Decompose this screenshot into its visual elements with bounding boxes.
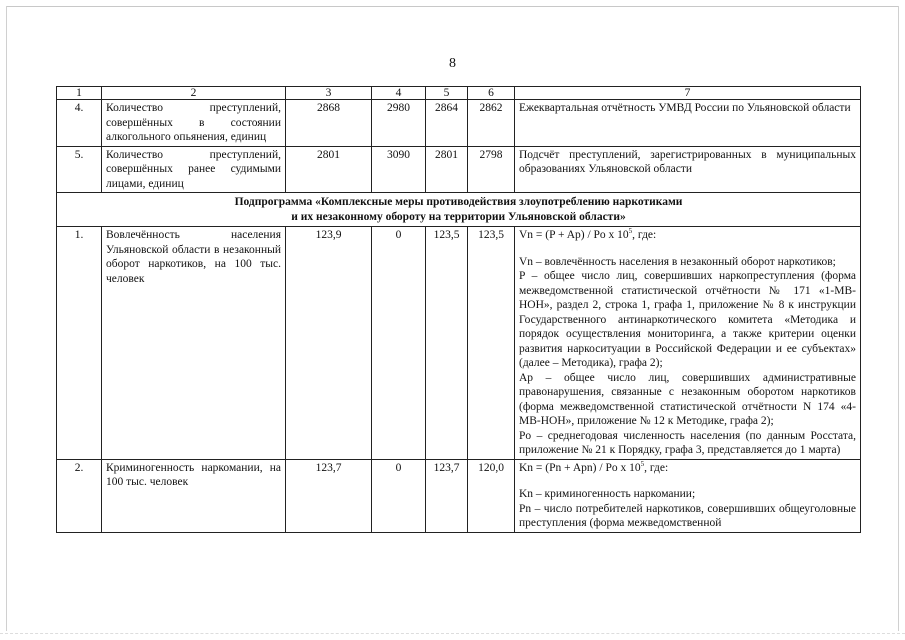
header-cell: 2 <box>102 87 286 100</box>
header-cell: 1 <box>57 87 102 100</box>
table-row <box>57 146 861 193</box>
value-col5: 2864 <box>426 100 468 147</box>
page-edge-right <box>898 6 899 631</box>
indicator-name: Криминогенность наркомании, на 100 тыс. человек <box>102 459 286 532</box>
subprogram-row <box>57 193 861 227</box>
page-edge-bottom <box>0 631 905 634</box>
table-header-row <box>57 87 861 100</box>
indicator-name: Количество преступлений, совершённых в состоянии алкогольного опьянения, единиц <box>102 100 286 147</box>
definition: Pn – число потребителей наркотиков, совершивших общеуголовные преступления (форма межведомственной <box>519 502 856 529</box>
method-description <box>515 227 861 460</box>
definition: Kn – криминогенность наркомании; <box>519 488 696 500</box>
definition: P – общее число лиц, совершивших наркопреступления (форма межведомственной статистической отчётности № 171 «1-МВ-НОН», раздел 2, строка 1, графа 1, приложение № 8 к инструкции Государственного антинаркотического комитета «Методика и порядок осуществления мониторинга, а также критерии оценки развития наркоситуации в Российской Федерации и ее субъектах» (далее – Методика), графа 2); <box>519 270 856 369</box>
spacer <box>519 243 856 255</box>
header-cell: 3 <box>286 87 372 100</box>
method-description: Подсчёт преступлений, зарегистрированных в муниципальных образованиях Ульяновской области <box>515 146 861 193</box>
value-col3: 123,9 <box>286 227 372 460</box>
subprogram-title-line1: Подпрограмма «Комплексные меры противодействия злоупотреблению наркотиками <box>234 196 683 208</box>
formula-tail: , где: <box>644 461 669 474</box>
row-number: 4. <box>57 100 102 147</box>
value-col6: 123,5 <box>468 227 515 460</box>
value-col3: 2801 <box>286 146 372 193</box>
definition: Vn – вовлечённость населения в незаконный оборот наркотиков; <box>519 255 836 268</box>
definition: Ap – общее число лиц, совершивших административные правонарушения, связанные с незаконным оборотом наркотиков (форма межведомственной статистической отчётности N 174 «4-МВ-НОН», приложение № 12 к Методике, графа 2); <box>519 371 856 427</box>
formula <box>519 228 856 243</box>
formula-main: Vn = (P + Ap) / Po x 10 <box>519 229 629 241</box>
table-row <box>57 100 861 147</box>
spacer <box>519 475 856 487</box>
table-row <box>57 459 861 532</box>
subprogram-title <box>57 193 861 227</box>
formula <box>519 461 856 476</box>
value-col4: 3090 <box>372 146 426 193</box>
value-col5: 123,7 <box>426 459 468 532</box>
value-col5: 123,5 <box>426 227 468 460</box>
formula-main: Kn = (Pn + Apn) / Po x 10 <box>519 461 641 474</box>
value-col3: 123,7 <box>286 459 372 532</box>
header-cell: 5 <box>426 87 468 100</box>
value-col4: 2980 <box>372 100 426 147</box>
row-number: 2. <box>57 459 102 532</box>
indicator-name: Количество преступлений, совершённых ранее судимыми лицами, единиц <box>102 146 286 193</box>
table-row <box>57 227 861 460</box>
definition: Po – среднегодовая численность населения (по данным Росстата, приложение № 21 к Порядку, графа 3, представляется до 1 марта) <box>519 429 856 456</box>
row-number: 1. <box>57 227 102 460</box>
indicators-table <box>56 86 861 533</box>
value-col6: 2798 <box>468 146 515 193</box>
formula-exponent: 5 <box>628 227 633 236</box>
subprogram-title-line2: и их незаконному обороту на территории Ульяновской области» <box>291 210 626 223</box>
method-description: Ежеквартальная отчётность УМВД России по Ульяновской области <box>515 100 861 147</box>
value-col4: 0 <box>372 227 426 460</box>
value-col3: 2868 <box>286 100 372 147</box>
formula-exponent: 5 <box>640 459 645 468</box>
header-cell: 7 <box>515 87 861 100</box>
row-number: 5. <box>57 146 102 193</box>
header-cell: 6 <box>468 87 515 100</box>
header-cell: 4 <box>372 87 426 100</box>
page-edge-left <box>6 6 7 631</box>
method-description <box>515 459 861 532</box>
value-col4: 0 <box>372 459 426 532</box>
page-number: 8 <box>449 56 456 71</box>
indicator-name: Вовлечённость населения Ульяновской области в незаконный оборот наркотиков, на 100 тыс. человек <box>102 227 286 460</box>
value-col6: 2862 <box>468 100 515 147</box>
value-col5: 2801 <box>426 146 468 193</box>
formula-tail: , где: <box>632 229 657 241</box>
page-edge-top <box>6 6 899 7</box>
value-col6: 120,0 <box>468 459 515 532</box>
